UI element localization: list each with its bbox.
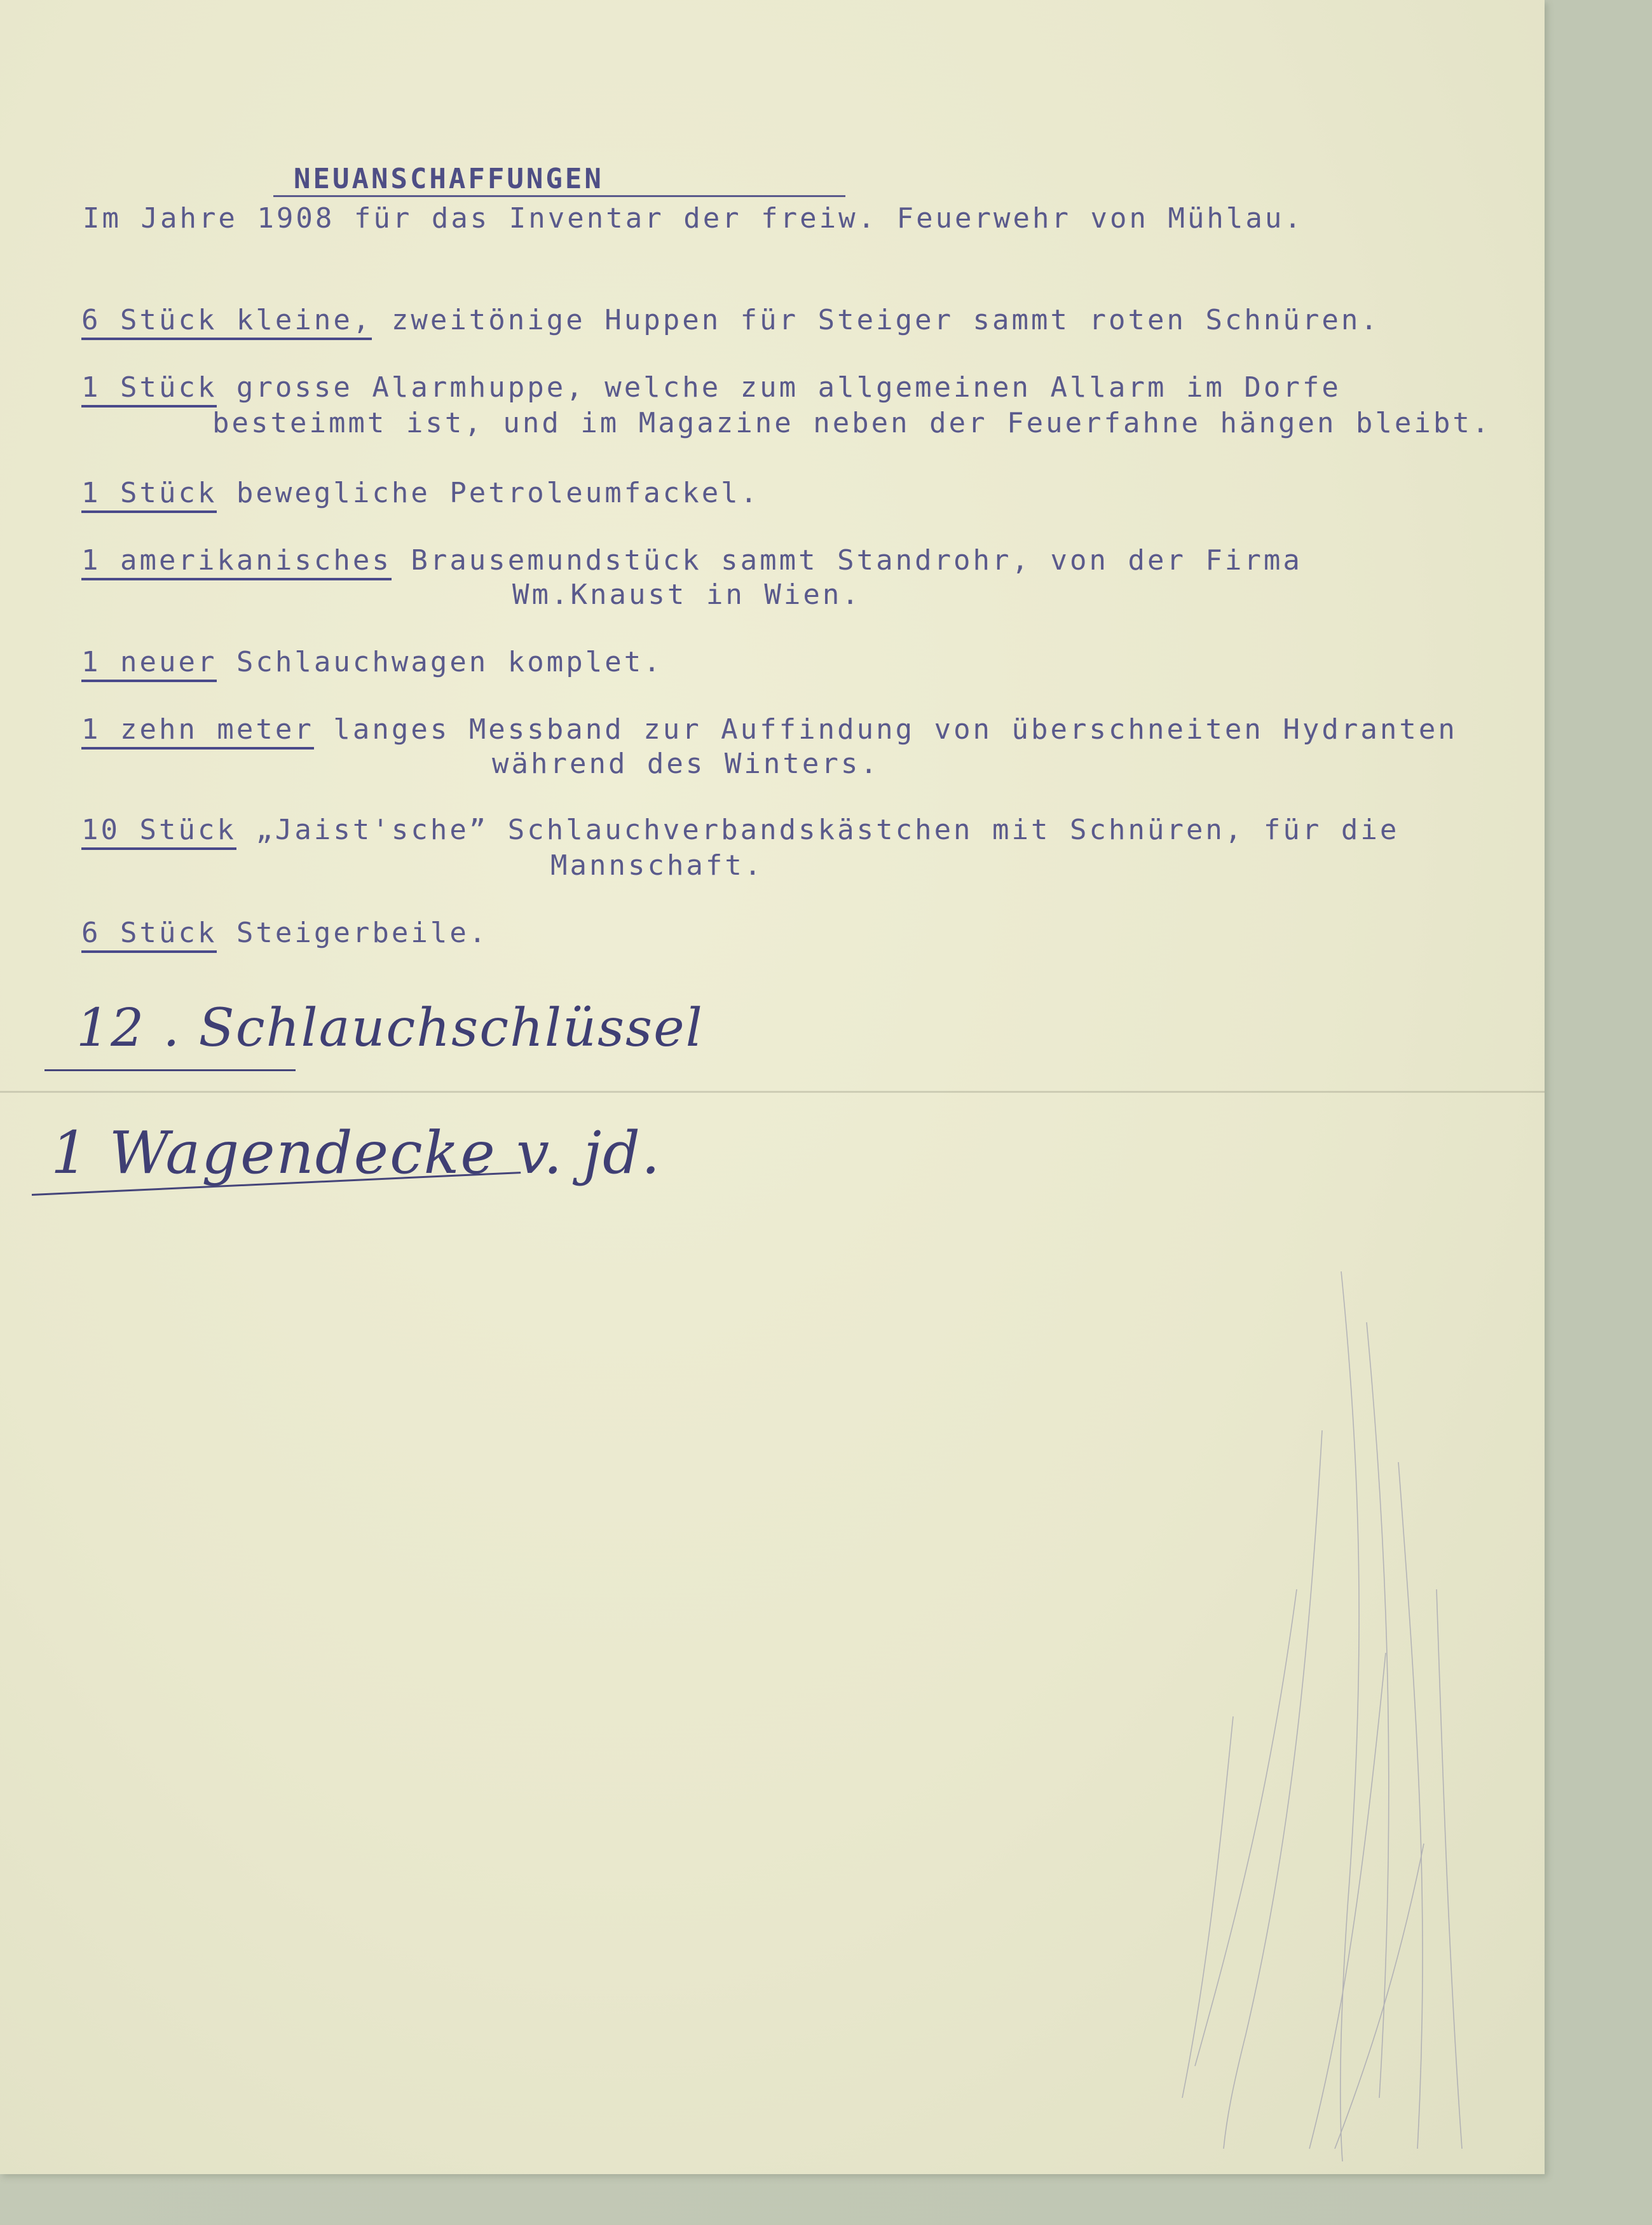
item-continuation: Mannschaft. <box>550 849 764 882</box>
document-title: NEUANSCHAFFUNGEN <box>294 163 604 195</box>
item-continuation: besteimmt ist, und im Magazine neben der Feuerfahne hängen bleibt. <box>212 407 1492 439</box>
paper-fold <box>0 1091 1545 1093</box>
item-lead: 1 neuer <box>81 646 217 682</box>
list-item <box>81 814 1399 847</box>
item-lead: 6 Stück kleine, <box>81 304 372 340</box>
handwritten-line-1: 12 . Schlauchschlüssel <box>76 998 704 1058</box>
list-item <box>81 371 1341 404</box>
item-text: langes Messband zur Auffindung von überschneiten Hydranten <box>313 713 1457 746</box>
item-lead: 1 Stück <box>81 371 217 407</box>
handwritten-underline-1 <box>44 1069 296 1071</box>
item-text: Steigerbeile. <box>217 917 489 949</box>
list-item <box>81 917 488 950</box>
document-subtitle: Im Jahre 1908 für das Inventar der freiw. Feuerwehr von Mühlau. <box>83 202 1304 235</box>
item-lead: 1 amerikanisches <box>81 544 392 580</box>
item-text: grosse Alarmhuppe, welche zum allgemeinen Allarm im Dorfe <box>217 371 1341 404</box>
item-lead: 10 Stück <box>81 814 236 850</box>
item-text: „Jaist'sche” Schlauchverbandskästchen mit Schnüren, für die <box>236 814 1400 846</box>
handwritten-line-2: 1 Wagendecke v. jd. <box>51 1119 662 1187</box>
item-text: zweitönige Huppen für Steiger sammt roten Schnüren. <box>372 304 1380 336</box>
item-text: Schlauchwagen komplet. <box>217 646 663 678</box>
item-continuation: Wm.Knaust in Wien. <box>512 578 861 611</box>
item-lead: 1 Stück <box>81 477 217 513</box>
list-item <box>81 646 663 679</box>
item-text: bewegliche Petroleumfackel. <box>217 477 760 509</box>
item-lead: 6 Stück <box>81 917 217 953</box>
list-item <box>81 544 1302 577</box>
title-underline <box>273 195 845 197</box>
item-continuation: während des Winters. <box>492 748 880 780</box>
item-text: Brausemundstück sammt Standrohr, von der Firma <box>391 544 1302 577</box>
list-item <box>81 304 1380 337</box>
list-item <box>81 477 760 510</box>
item-lead: 1 zehn meter <box>81 713 314 750</box>
list-item <box>81 713 1457 746</box>
